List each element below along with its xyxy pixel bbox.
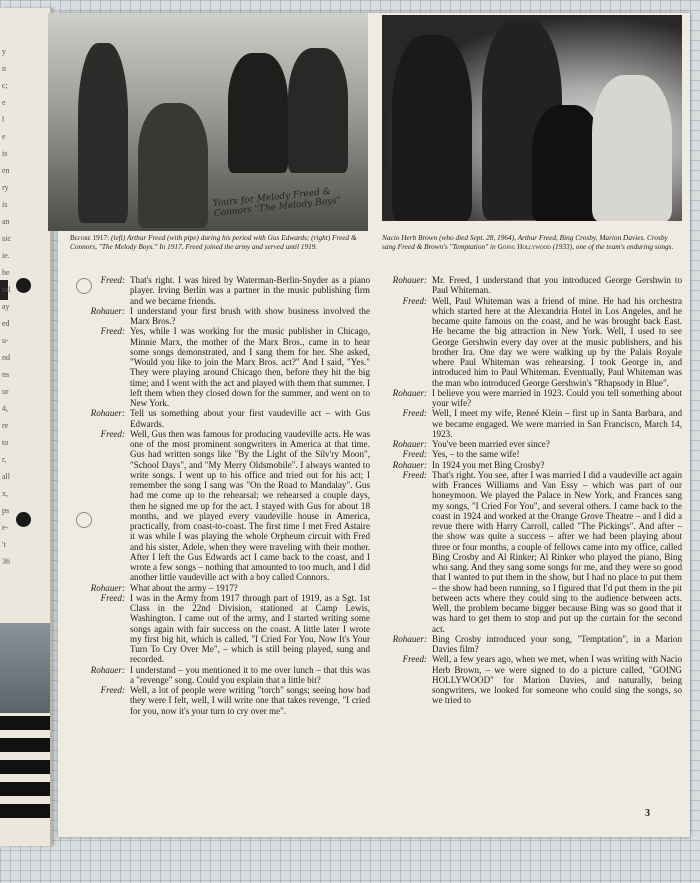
speaker-text: I understand your first brush with show business involved the Marx Bros.? <box>130 305 370 326</box>
adjacent-page-text-fragment: n <box>2 64 6 73</box>
interview-entry <box>70 593 370 665</box>
adjacent-page-text-fragment: ry <box>2 183 9 192</box>
speaker-label: Freed: <box>402 449 427 460</box>
interview-entry <box>70 583 370 593</box>
interview-entry <box>376 634 682 655</box>
interview-entry <box>70 408 370 429</box>
speaker-label: Rohauer: <box>392 633 427 644</box>
photo-going-hollywood <box>382 15 682 221</box>
speaker-text: You've been married ever since? <box>432 439 550 449</box>
adjacent-page-text-fragment: ie. <box>2 251 10 260</box>
adjacent-page-text-fragment: ns <box>2 370 10 379</box>
speaker-text: That's right. I was hired by Waterman-Berlin-Snyder as a piano player. Irving Berlin was a partner in the music publishing firm and we became friends. <box>130 275 370 306</box>
adjacent-page-text-fragment: sal <box>2 285 11 294</box>
speaker-label: Freed: <box>100 592 125 603</box>
speaker-label: Freed: <box>402 469 427 480</box>
speaker-label: Freed: <box>402 408 427 419</box>
adjacent-page-text-fragment: an <box>2 217 10 226</box>
interview-entry <box>376 449 682 459</box>
adjacent-page-text-fragment: e <box>2 98 6 107</box>
interview-entry <box>376 460 682 470</box>
adjacent-page-text-fragment: r, <box>2 455 7 464</box>
interview-entry <box>376 296 682 388</box>
figure-freed <box>228 53 288 173</box>
caption-body: (left) Arthur Freed (with pipe) during his period with Gus Edwards; (right) Freed & Connors, "The Melody Boys." In 1917, Freed joined the army and served until 1919. <box>70 233 357 252</box>
binder-hole <box>76 512 92 528</box>
speaker-label: Rohauer: <box>90 305 125 316</box>
speaker-text: Mr. Freed, I understand that you introduced George Gershwin to Paul Whiteman. <box>432 275 682 296</box>
speaker-label: Freed: <box>402 295 427 306</box>
figure-connors <box>288 48 348 173</box>
interview-entry <box>70 429 370 583</box>
interview-entry <box>70 326 370 408</box>
binder-hole <box>16 278 31 293</box>
interview-entry <box>70 685 370 716</box>
adjacent-page-text-fragment: ay <box>2 302 10 311</box>
adjacent-page-text-fragment: 36 <box>2 557 10 566</box>
adjacent-page-text-fragment: nd <box>2 353 10 362</box>
adjacent-page-text-fragment: ur <box>2 387 9 396</box>
speaker-text: I believe you were married in 1923. Could you tell something about your wife? <box>432 387 682 408</box>
speaker-text: Yes, – to the same wife! <box>432 449 520 460</box>
speaker-label: Freed: <box>100 428 125 439</box>
speaker-text: Well, a few years ago, when we met, when I was writing with Nacio Herb Brown, – we were signed to do a picture called, "GOING HOLLYWOOD" for Marion Davies, and naturally, being songwriters, we looked for someone who could sing the songs, so we tried to <box>432 654 682 706</box>
black-stripe <box>0 738 50 752</box>
speaker-label: Rohauer: <box>392 439 427 449</box>
adjacent-page-text-fragment: to <box>2 438 9 447</box>
speaker-label: Rohauer: <box>90 664 125 675</box>
speaker-text: Well, I meet my wife, Reneé Klein – first up in Santa Barbara, and we became engaged. We were married in San Francisco, March 14, 1923. <box>432 408 682 439</box>
adjacent-page-text-fragment: u- <box>2 336 9 345</box>
left-photo-caption <box>70 233 370 251</box>
figure-freed-with-pipe <box>78 43 128 223</box>
speaker-label: Freed: <box>100 275 125 285</box>
speaker-text: Well, a lot of people were writing "torch" songs; seeing how bad they were I felt, well, I will write one that takes revenge, "I cried for you, now it's your turn to cry over me". <box>130 685 370 716</box>
adjacent-page-text-fragment: e- <box>2 523 9 532</box>
interview-column-right <box>376 275 682 706</box>
interview-entry <box>376 388 682 409</box>
adjacent-page-text-fragment: sic <box>2 234 11 243</box>
caption-tail: (1933), one of the team's enduring songs. <box>552 242 674 252</box>
interview-entry <box>70 275 370 306</box>
figure-gus-edwards <box>138 103 208 228</box>
black-stripe <box>0 760 50 774</box>
binder-hole <box>16 512 31 527</box>
speaker-label: Freed: <box>100 685 125 695</box>
photo-freed-early-years <box>48 13 368 231</box>
speaker-text: I was in the Army from 1917 through part of 1919, as a Sgt. 1st Class in the 22nd Division, stationed at Camp Lewis, Washington. I came out of the army, and I started writing some songs again with fair success on the coast. A little later I wrote my first big hit, which is called, "I Cried For You, Now It's Your Turn To Cry Over Me", – which is still being played, sung and recorded. <box>130 592 370 665</box>
interview-entry <box>376 654 682 705</box>
speaker-label: Rohauer: <box>90 582 125 593</box>
adjacent-page-text-fragment: c; <box>2 81 8 90</box>
adjacent-page-text-fragment: 4, <box>2 404 8 413</box>
interview-entry <box>70 665 370 686</box>
adjacent-page-text-fragment: re <box>2 421 9 430</box>
right-photo-caption <box>382 233 678 251</box>
interview-entry <box>376 439 682 449</box>
interview-entry <box>376 470 682 634</box>
photo-inscription: Yours for Melody Freed & Connors "The Melody Boys" <box>212 186 342 220</box>
caption-lead: Before 1917: <box>70 233 110 242</box>
adjacent-page-text-fragment: ps <box>2 506 10 515</box>
adjacent-page-text-fragment: ed <box>2 319 10 328</box>
adjacent-page-text-fragment: x, <box>2 489 8 498</box>
speaker-text: What about the army – 1917? <box>130 582 238 593</box>
speaker-label: Rohauer: <box>90 408 125 419</box>
speaker-label: Rohauer: <box>392 387 427 398</box>
speaker-text: In 1924 you met Bing Crosby? <box>432 459 545 470</box>
figure-nacio-herb-brown <box>392 35 472 221</box>
adjacent-page-text-fragment: e <box>2 132 6 141</box>
adjacent-page-text-fragment: en <box>2 166 10 175</box>
black-stripe <box>0 782 50 796</box>
magazine-page <box>58 13 690 837</box>
black-stripe <box>0 716 50 730</box>
adjacent-page-text-fragment: l <box>2 115 5 124</box>
speaker-text: I understand – you mentioned it to me over lunch – that this was a "revenge" song. Could you explain that a little bit? <box>130 664 370 685</box>
page-number: 3 <box>645 808 650 819</box>
interview-column-left <box>70 275 370 716</box>
speaker-text: Well, Gus then was famous for producing vaudeville acts. He was one of the most prominent songwriters in America at that time. Gus had written songs like "By the Light of the Silv'ry Moon", "School Days", and "My Merry Oldsmobile". I always wanted to write songs. I went up to his office and tried out for his act; I remember the song I sang was "On the Road to Mandalay". Gus had me come up to the rehearsal; we rehearsed a couple days, then he signed me up for the act. I stayed with Gus for about 18 months, and we played every vaudeville house in America, practically, from coast-to-coast. The first time I met Fred Astaire it was while I was playing the whole Orpheum circuit with Fred and his sister, Adele, when they were traveling with their mother. After I left the Gus Edwards act I came back to the coast, and I wrote a few songs – nothing that amounted to too much, and I did another little vaudeville act with a boy called Connors. <box>130 428 370 583</box>
interview-entry <box>70 306 370 327</box>
interview-entry <box>376 408 682 439</box>
caption-film-title: Going Hollywood <box>497 242 551 252</box>
adjacent-page-text-fragment: is <box>2 200 8 209</box>
figure-marion-davies <box>592 75 672 221</box>
speaker-text: Tell us something about your first vaudeville act – with Gus Edwards. <box>130 408 370 429</box>
speaker-text: Yes, while I was working for the music publisher in Chicago, Minnie Marx, the mother of the Marx Bros., came in to hear some songs demonstrated, and I sang them for her. She asked, "Would you like to join the Marx Bros. act?" And I said, "Yes." They were playing around Chicago then, before they hit the big time; and I went with the act and played with them that summer. I left them when they closed down for the summer, and went on to New York. <box>130 326 370 408</box>
speaker-text: That's right. You see, after I was married I did a vaudeville act again with Frances Williams and Van Essy – which was part of our honeymoon. We played the Palace in New York, and Frances sang my songs, "I Cried For You", and several others. I came back to the coast in 1924 and worked at the Orange Grove Theatre – and I did a revue there with Harry Carroll, called "The Pickings". And after – the show was quite a success – after we had been playing about three or four months, a couple of fellows came into my office, called Bing Crosby and Al Rinker; Al Rinker who played the piano, Bing who sang. And they sang some songs for me, and they were so good that I wanted to put them in the show, but I had no place to put them – the show had been running, so I figured that I'd put them in the pit between acts where they could sing to the audience between acts. Well, the problem became bigger because Bing was so good that it was hard to get them to stop and put up the curtain for the second act. <box>432 469 682 634</box>
adjacent-page-photo <box>0 623 50 713</box>
speaker-text: Well, Paul Whiteman was a friend of mine. He had his orchestra which started here at the Alexandria Hotel in Los Angeles, and he became quite famous on the coast, and he was brought back East. He became the big attraction in New York. Well, I used to see George Gershwin every day over at the music publishers, and his brother Ira. One day we were walking up by the Palais Royale where Paul Whiteman was rehearsing. I took George in, and introduced him to Paul Whiteman. Eventually, Paul Whiteman was the man who introduced George Gershwin's "Rhapsody in Blue". <box>432 295 682 388</box>
adjacent-page-edge <box>0 8 52 846</box>
adjacent-page-text-fragment: he <box>2 268 10 277</box>
speaker-label: Freed: <box>402 654 427 665</box>
black-stripe <box>0 804 50 818</box>
interview-entry <box>376 275 682 296</box>
speaker-label: Freed: <box>100 326 125 337</box>
adjacent-page-text-fragment: y <box>2 47 6 56</box>
caption-lead: Nacio Herb Brown (who died Sept. 28, 1964), Arthur Freed, Bing Crosby, Marion Davies. Crosby sang Freed & Brown's "Temptation" in <box>382 233 668 252</box>
speaker-text: Bing Crosby introduced your song, "Temptation", in a Marion Davies film? <box>432 633 682 654</box>
adjacent-page-text-fragment: all <box>2 472 10 481</box>
binder-hole <box>76 278 92 294</box>
speaker-label: Rohauer: <box>392 275 427 285</box>
adjacent-page-text-fragment: 't <box>2 540 6 549</box>
speaker-label: Rohauer: <box>392 459 427 470</box>
adjacent-page-text-fragment: is <box>2 149 8 158</box>
